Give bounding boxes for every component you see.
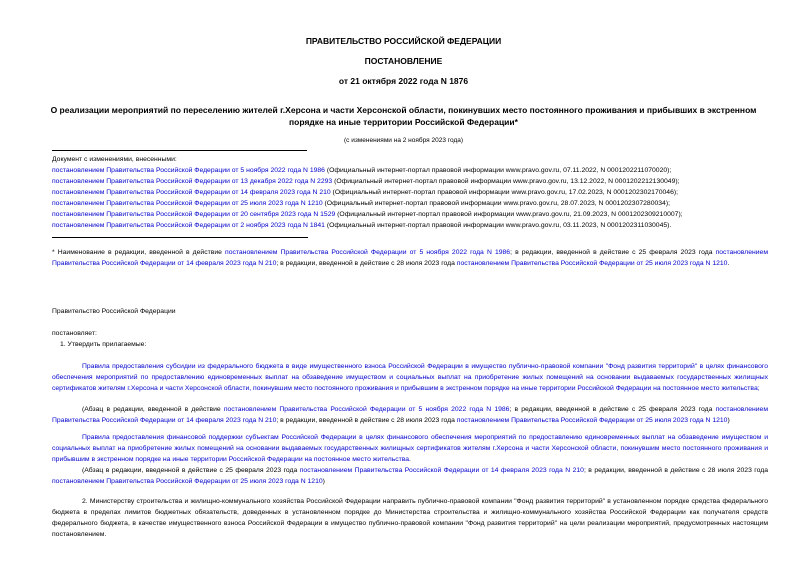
amendment-note-2 bbox=[52, 465, 768, 487]
amendment-link[interactable]: постановлением Правительства Российской Федерации от 5 ноября 2022 года N 1986 bbox=[52, 167, 325, 174]
rules-2-link[interactable]: Правила предоставления финансовой поддержки субъектам Российской Федерации в целях финансового обеспечения мероприятий по предоставлению единовременных выплат на обзаведение имуществом и социальных выплат на приобретение жилых помещений на основании выдаваемых государственных жилищных сертификатов жителям г.Херсона и части Херсонской области, покинувшим место постоянного проживания и прибывшим в экстренном порядке на иные территории Российской Федерации на постоянное место жительства. bbox=[52, 434, 768, 463]
amendment-item bbox=[52, 220, 671, 231]
note-link[interactable]: постановлением Правительства Российской Федерации от 14 февраля 2023 года N 210 bbox=[299, 467, 584, 474]
doc-type-heading: ПОСТАНОВЛЕНИЕ bbox=[364, 56, 443, 66]
footnote-text: ; в редакции, введенной в действие с 28 июля 2023 года bbox=[276, 260, 457, 267]
footnote-text: . bbox=[727, 260, 730, 267]
note-text: (Абзац в редакции, введенной в действие bbox=[82, 406, 224, 413]
amendment-source: (Официальный интернет-портал правовой информации www.pravo.gov.ru, 03.11.2023, N 0001202311030045). bbox=[324, 222, 672, 229]
amendment-source: (Официальный интернет-портал правовой информации www.pravo.gov.ru, 28.07.2023, N 0001202307280034); bbox=[322, 200, 670, 207]
amendment-link[interactable]: постановлением Правительства Российской Федерации от 14 февраля 2023 года N 210 bbox=[52, 189, 331, 196]
amendment-link[interactable]: постановлением Правительства Российской Федерации от 13 декабря 2022 года N 2293 bbox=[52, 178, 333, 185]
divider bbox=[52, 237, 308, 238]
amendment-source: (Официальный интернет-портал правовой информации www.pravo.gov.ru, 13.12.2022, N 0001202212130049); bbox=[332, 178, 680, 185]
footnote-link[interactable]: постановлением Правительства Российской Федерации от 14 февраля 2023 года N 210 bbox=[52, 249, 769, 267]
footnote-text: * Наименование в редакции, введенной в действие bbox=[52, 249, 226, 256]
note-text: ; в редакции, введенной в действие с 28 июля 2023 года bbox=[276, 417, 457, 424]
amendment-source: (Официальный интернет-портал правовой информации www.pravo.gov.ru, 21.09.2023, N 0001202309210007); bbox=[335, 211, 683, 218]
amendment-item bbox=[52, 165, 671, 176]
amendment-source: (Официальный интернет-портал правовой информации www.pravo.gov.ru, 07.11.2022, N 0001202211070020); bbox=[324, 167, 672, 174]
note-text: ; в редакции, введенной в действие с 25 февраля 2023 года bbox=[509, 406, 716, 413]
rules-2 bbox=[52, 432, 768, 465]
rules-1-link[interactable]: Правила предоставления субсидии из федерального бюджета в виде имущественного взноса Российской Федерации в имущество публично-правовой компании "Фонд развития территорий" в целях финансового обеспечения мероприятий по предоставлению единовременных выплат на обзаведение имуществом и социальных выплат на приобретение жилых помещений на основании выдаваемых государственных жилищных сертификатов жителям г.Херсона и части Херсонской области, покинувшим место постоянного проживания и прибывшим в экстренном порядке на иные территории Российской Федерации на постоянное место жительства; bbox=[52, 363, 768, 392]
amendment-link[interactable]: постановлением Правительства Российской Федерации от 25 июля 2023 года N 1210 bbox=[52, 200, 323, 207]
footnote-link[interactable]: постановлением Правительства Российской Федерации от 25 июля 2023 года N 1210 bbox=[456, 260, 728, 267]
as-of-date: (с изменениями на 2 ноября 2023 года) bbox=[343, 137, 464, 144]
item-1: 1. Утвердить прилагаемые: bbox=[60, 341, 147, 348]
footnote-link[interactable]: постановлением Правительства Российской Федерации от 5 ноября 2022 года N 1986 bbox=[225, 249, 511, 256]
note-link[interactable]: постановлением Правительства Российской Федерации от 14 февраля 2023 года N 210 bbox=[52, 406, 768, 424]
amendment-note-1 bbox=[52, 404, 768, 426]
note-link[interactable]: постановлением Правительства Российской Федерации от 5 ноября 2022 года N 1986 bbox=[223, 406, 510, 413]
amendment-link[interactable]: постановлением Правительства Российской Федерации от 2 ноября 2023 года N 1841 bbox=[52, 222, 325, 229]
amendment-item bbox=[52, 198, 670, 209]
government-heading: ПРАВИТЕЛЬСТВО РОССИЙСКОЙ ФЕДЕРАЦИИ bbox=[305, 36, 502, 46]
note-link[interactable]: постановлением Правительства Российской Федерации от 25 июля 2023 года N 1210 bbox=[456, 417, 728, 424]
note-link[interactable]: постановлением Правительства Российской Федерации от 25 июля 2023 года N 1210 bbox=[52, 478, 323, 485]
amendment-item bbox=[52, 187, 678, 198]
issuer-line: Правительство Российской Федерации bbox=[52, 308, 176, 315]
note-text: ) bbox=[727, 417, 730, 424]
doc-title: О реализации мероприятий по переселению жителей г.Херсона и части Херсонской области, покинувших место постоянного проживания и прибывших в экстренном порядке на иные территории Российской Федерации* bbox=[50, 105, 757, 127]
item-2: 2. Министерству строительства и жилищно-коммунального хозяйства Российской Федерации направить публично-правовой компании "Фонд развития территорий" в установленном порядке средства федерального бюджета в пределах лимитов бюджетных обязательств, доведенных в установленном порядке до Министерства строительства и жилищно-коммунального хозяйства Российской Федерации как получателя средств федерального бюджета, в качестве имущественного взноса Российской Федерации в имущество публично-правовой компании "Фонд развития территорий" на цели реализации мероприятий, предусмотренных настоящим постановлением. bbox=[52, 498, 768, 538]
footnote-text: ; в редакции, введенной в действие с 25 февраля 2023 года bbox=[510, 249, 716, 256]
note-text: ; в редакции, введенной в действие с 28 июля 2023 года bbox=[583, 467, 768, 474]
divider bbox=[52, 150, 307, 151]
note-text: (Абзац в редакции, введенной в действие с 25 февраля 2023 года bbox=[82, 467, 300, 474]
resolves-line: постановляет: bbox=[52, 330, 97, 337]
note-text: ) bbox=[322, 478, 325, 485]
amendment-item bbox=[52, 176, 680, 187]
amendment-item bbox=[52, 209, 683, 220]
title-footnote bbox=[52, 247, 768, 269]
doc-date-number: от 21 октября 2022 года N 1876 bbox=[338, 76, 469, 86]
rules-1 bbox=[52, 361, 768, 394]
amendment-source: (Официальный интернет-портал правовой информации www.pravo.gov.ru, 17.02.2023, N 0001202302170046); bbox=[330, 189, 678, 196]
amendments-intro: Документ с изменениями, внесенными: bbox=[52, 156, 177, 163]
amendment-link[interactable]: постановлением Правительства Российской Федерации от 20 сентября 2023 года N 1529 bbox=[52, 211, 336, 218]
